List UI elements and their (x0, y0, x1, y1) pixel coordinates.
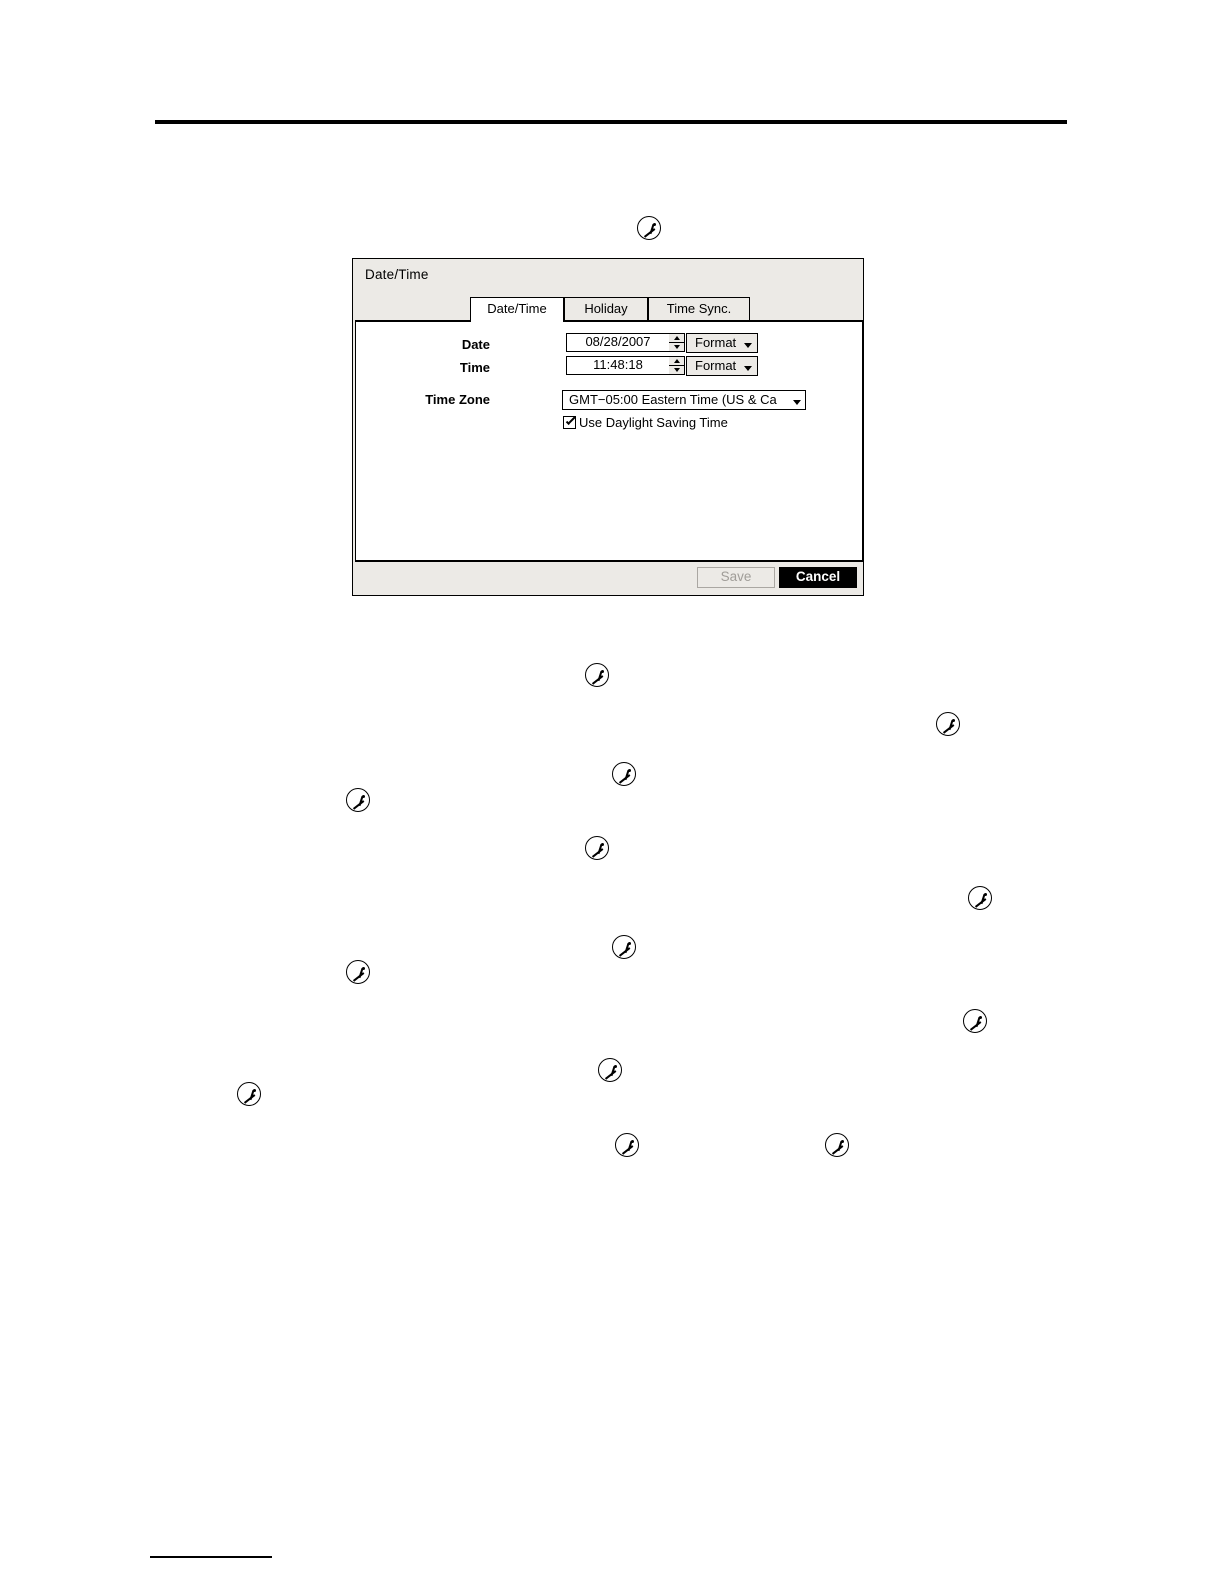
callout-dot (601, 843, 604, 846)
callout-dot (841, 1140, 844, 1143)
arrow-up-icon (674, 336, 680, 340)
panel-bottom-rule (355, 560, 863, 562)
daylight-saving-checkbox-row[interactable] (563, 415, 728, 430)
callout-marker-2 (585, 663, 609, 687)
time-spinner-down[interactable] (669, 366, 684, 375)
callout-dot (628, 769, 631, 772)
arrow-down-icon (674, 368, 680, 372)
tab-strip-underline (355, 320, 863, 322)
timezone-select[interactable] (562, 390, 806, 410)
callout-marker-12 (237, 1082, 261, 1106)
chevron-down-icon (793, 400, 801, 405)
tab-time-sync[interactable]: Time Sync. (648, 297, 750, 321)
date-spinner-up[interactable] (669, 334, 684, 343)
check-icon[interactable] (563, 416, 576, 429)
callout-dot (601, 670, 604, 673)
timezone-value: GMT−05:00 Eastern Time (US & Ca (569, 392, 777, 407)
callout-marker-11 (598, 1058, 622, 1082)
callout-dot (362, 795, 365, 798)
save-button[interactable]: Save (697, 567, 775, 588)
arrow-up-icon (674, 359, 680, 363)
date-spinner[interactable] (669, 333, 685, 352)
tab-date-time[interactable]: Date/Time (470, 297, 564, 321)
date-input[interactable]: 08/28/2007 (566, 333, 670, 352)
time-format-button[interactable] (686, 356, 758, 376)
date-spinner-down[interactable] (669, 343, 684, 352)
arrow-down-icon (674, 345, 680, 349)
callout-marker-1 (637, 216, 661, 240)
callout-dot (362, 967, 365, 970)
date-label: Date (461, 337, 490, 352)
callout-marker-6 (585, 836, 609, 860)
callout-dot (979, 1016, 982, 1019)
date-format-label: Format (695, 335, 737, 350)
callout-marker-9 (346, 960, 370, 984)
callout-dot (952, 719, 955, 722)
dialog-title: Date/Time (365, 267, 429, 282)
time-label: Time (459, 360, 490, 375)
timezone-label: Time Zone (425, 392, 490, 407)
callout-marker-3 (936, 712, 960, 736)
time-format-label: Format (695, 358, 737, 373)
callout-dot (631, 1140, 634, 1143)
cancel-button[interactable]: Cancel (779, 567, 857, 588)
time-input[interactable]: 11:48:18 (566, 356, 670, 375)
tab-holiday[interactable]: Holiday (564, 297, 648, 321)
callout-marker-7 (968, 886, 992, 910)
callout-dot (253, 1089, 256, 1092)
callout-marker-5 (346, 788, 370, 812)
time-spinner-up[interactable] (669, 357, 684, 366)
callout-dot (653, 223, 656, 226)
callout-dot (984, 893, 987, 896)
callout-dot (614, 1065, 617, 1068)
callout-marker-10 (963, 1009, 987, 1033)
date-format-button[interactable] (686, 333, 758, 353)
chevron-down-icon (744, 366, 752, 371)
callout-dot (628, 942, 631, 945)
callout-marker-14 (825, 1133, 849, 1157)
time-spinner[interactable] (669, 356, 685, 375)
chevron-down-icon (744, 343, 752, 348)
callout-marker-4 (612, 762, 636, 786)
page-footer-rule (150, 1556, 272, 1558)
daylight-saving-label: Use Daylight Saving Time (579, 415, 728, 430)
callout-marker-8 (612, 935, 636, 959)
page-header-rule (155, 120, 1067, 124)
callout-marker-13 (615, 1133, 639, 1157)
